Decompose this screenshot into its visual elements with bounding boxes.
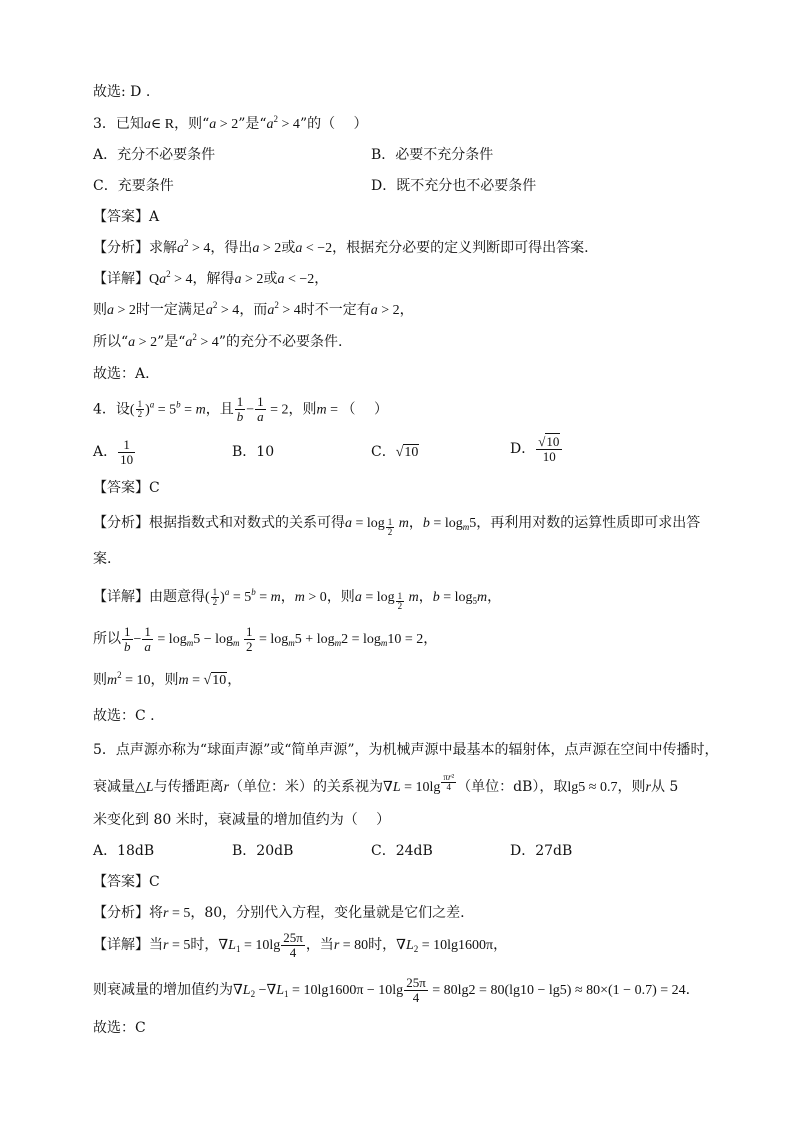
q5-analysis: 【分析】将r = 5，80，分别代入方程，变化量就是它们之差. xyxy=(93,905,465,921)
q3-option-b: B．必要不充分条件 xyxy=(371,147,494,163)
q3-option-c: C．充要条件 xyxy=(93,178,174,194)
q3-conclusion: 所以“a > 2”是“$a^2 > 4$”的充分不必要条件. xyxy=(93,332,343,350)
q3-answer: 【答案】A xyxy=(93,209,160,225)
q4-detail: 【详解】由题意得( $\frac{1}{2}$ )$^a = 5^b = m$，m > 0，则a = log $_{\frac{1}{2}}$ m，$b = \log_5m$， xyxy=(93,586,502,611)
prev-answer-choice: 故选: D . xyxy=(93,84,151,100)
q3-detail-line2: 则a > 2时一定满足$a^2 > 4$，而$a^2 > 4$时不一定有a > 2， xyxy=(93,300,414,318)
q4-choice: 故选：C . xyxy=(93,708,155,724)
q5-option-b: B．20dB xyxy=(232,843,294,859)
q5-stem-line2: 衰减量△L与传播距离r（单位：米）的关系视为∇L = 10lg $^{\frac{\text{πr²}}{4}}$ （单位：dB），取lg5 ≈ 0.7，则r从 5 xyxy=(93,772,679,795)
q3-stem: 3．已知a∈ R，则“a > 2”是“$a^2 > 4$”的（ ） xyxy=(93,114,368,132)
q3-option-d: D．既不充分也不必要条件 xyxy=(371,178,537,194)
q4-analysis: 【分析】根据指数式和对数式的关系可得a = log $_{\frac{1}{2}}$ m，$b = \log_m5$，再利用对数的运算性质即可求出答 xyxy=(93,515,701,537)
q5-detail: 【详解】当r = 5时，$\nabla L_1 = 10\lg$ $\frac{25\pi}{4}$ ，当r = 80时，$\nabla L_2 = 10\lg 1600\pi$， xyxy=(93,929,508,960)
q5-stem-line3: 米变化到 80 米时，衰减量的增加值约为（ ） xyxy=(93,812,391,828)
q5-detail-line2: 则衰减量的增加值约为$\nabla L_2 -\nabla L_1 = 10\lg 1600\pi - 10\lg$ $\frac{25\pi}{4}$ = 80lg2 = 80(lg10 − lg5) ≈ 80×(1 − 0.7) = 24. xyxy=(93,974,691,1005)
q5-option-c: C．24dB xyxy=(371,843,433,859)
q4-option-b: B．10 xyxy=(232,444,275,460)
q5-option-a: A．18dB xyxy=(93,843,155,859)
q4-option-c: C．√10 xyxy=(371,444,419,460)
q3-option-a: A．充分不必要条件 xyxy=(93,147,216,163)
q4-detail-line2: 所以 $\frac{1}{b}$ − $\frac{1}{a}$ = $\log_m5 - \log_m$ $\frac{1}{2}$ = $\log_m5 + \log_m2 = \log_m10 = 2$， xyxy=(93,623,438,654)
q4-option-a: A． $\frac{1}{10}$ xyxy=(93,436,134,467)
q4-option-d: D． $\frac{√10}{10}$ xyxy=(510,434,563,464)
q5-stem-line1: 5．点声源亦称为“球面声源”或“简单声源”，为机械声源中最基本的辐射体，点声源在空间中传播时， xyxy=(93,742,719,758)
q4-detail-line3: 则$m^2 = 10$，则m = √10， xyxy=(93,670,242,688)
q3-choice: 故选：A. xyxy=(93,366,150,382)
q3-detail: 【详解】$Qa^2 > 4$，解得a > 2或a < −2， xyxy=(93,269,329,287)
q5-option-d: D．27dB xyxy=(510,843,573,859)
q4-answer: 【答案】C xyxy=(93,480,160,496)
q5-choice: 故选：C xyxy=(93,1020,146,1036)
q3-analysis: 【分析】求解$a^2 > 4$，得出a > 2或a < −2，根据充分必要的定义判断即可得出答案. xyxy=(93,238,589,256)
q5-answer: 【答案】C xyxy=(93,874,160,890)
q4-analysis-cont: 案. xyxy=(93,551,112,567)
q4-stem: 4．设( $\frac{1}{2}$ )$^a = 5^b = m$，且 $\frac{1}{b}$ − $\frac{1}{a}$ = 2，则m = （ ） xyxy=(93,394,388,424)
